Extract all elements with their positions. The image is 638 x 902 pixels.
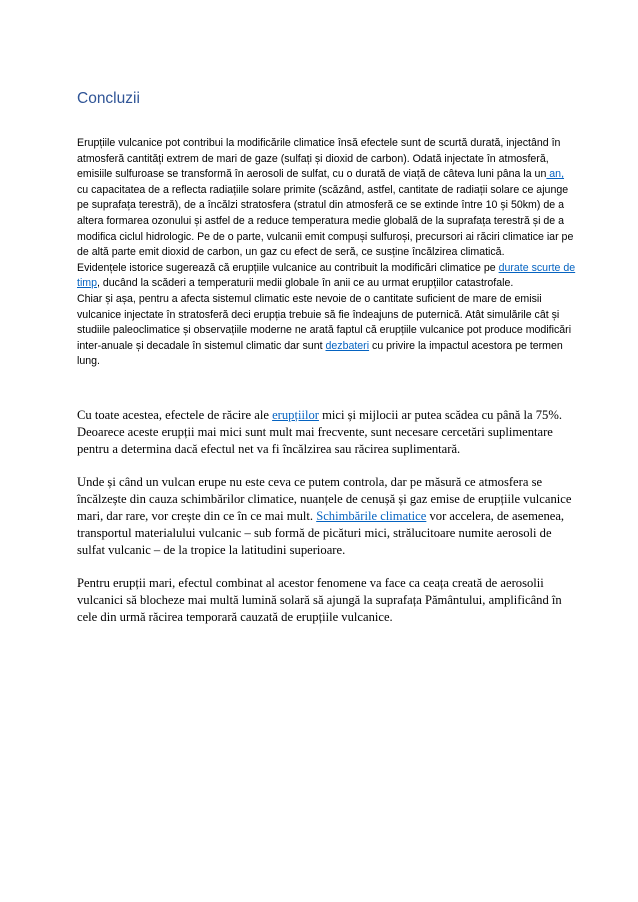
link-durate-scurte[interactable]: durate scurte de timp: [77, 261, 576, 290]
paragraph-text: vor accelera, de asemenea, transportul materialului vulcanic – sub formă de picături mici, strălucitoare numite aerosoli de sulfat vulcanic – de la tropice la latitudini superioare.: [77, 509, 565, 557]
paragraph-text: mici și mijlocii ar putea scădea cu până la 75%. Deoarece aceste erupții mai mici sunt mult mai frecvente, sunt necesare cercetări suplimentare pentru a determina dacă efectul net va fi încălzirea sau răcirea suplimentară.: [77, 408, 562, 456]
paragraph-cooling-effects: [77, 407, 577, 458]
paragraph-text: Evidențele istorice sugerează că erupțiile vulcanice au contribuit la modificări climatice pe: [77, 261, 499, 274]
link-eruptiilor[interactable]: erupțiilor: [272, 408, 319, 422]
paragraph-text: Unde și când un vulcan erupe nu este ceva ce putem controla, dar pe măsură ce atmosfera se încălzește din cauza schimbărilor climatice, nuanțele de cenușă și gaz emise de erupțiile vulcanice mari, dar rare, vor crește din ce în ce mai mult.: [77, 475, 572, 523]
link-schimbarile-climatice[interactable]: Schimbările climatice: [316, 509, 427, 523]
section-heading: Concluzii: [77, 90, 140, 107]
paragraph-eruptions-effects: [77, 136, 577, 261]
paragraph-text: cu privire la impactul acestora pe termen lung.: [77, 339, 563, 368]
paragraph-text: Erupțiile vulcanice pot contribui la modificările climatice însă efectele sunt de scurtă durată, injectând în atmosferă cantități extrem de mari de gaze (sulfați și dioxid de carbon). Odată injectate în atmosferă, emisiile sulfuroase se transformă în aerosoli de sulfat, cu o durată de viață de câteva luni pâna la un: [77, 137, 561, 181]
paragraph-text: Cu toate acestea, efectele de răcire ale: [77, 408, 273, 422]
link-an[interactable]: an,: [546, 168, 565, 181]
paragraph-climate-system: [77, 292, 577, 370]
paragraph-text: Chiar și așa, pentru a afecta sistemul climatic este nevoie de o cantitate suficient de mare de emisii vulcanice injectate în stratosferă deci erupția trebuie să fie îndeajuns de puternică. Atât simulările cât și studiile paleoclimatice și observațiile moderne ne arată faptul că erupțiile vulcanice pot produce modificări inter-anuale și decadale în sistemul climatic dar sunt: [77, 292, 572, 352]
paragraph-text: , ducând la scăderi a temperaturii medii globale în anii ce au urmat erupțiilor catastrofale.: [97, 277, 514, 290]
conclusions-body: [77, 136, 577, 370]
paragraph-volcano-timing: [77, 474, 577, 559]
additional-body: [77, 407, 577, 642]
paragraph-large-eruptions: Pentru erupții mari, efectul combinat al acestor fenomene va face ca ceața creată de aerosolii vulcanici să blocheze mai multă lumină solară să ajungă la suprafața Pământului, amplificând în cele din urmă răcirea temporară cauzată de erupțiile vulcanice.: [77, 576, 562, 624]
link-dezbateri[interactable]: dezbateri: [325, 339, 370, 352]
paragraph-historical-evidence: [77, 261, 577, 292]
paragraph-text: cu capacitatea de a reflecta radiațiile solare primite (scăzând, astfel, cantitate de radiații solare ce ajunge pe suprafața terestră), de a încălzi stratosfera (stratul din atmosferă ce se extinde între 10 și 50km) de a altera formarea ozonului și astfel de a reduce temperatura medie globală de la suprafața terestră și de a modifica ciclul hidrologic. Pe de o parte, vulcanii emit compuși sulfuroși, precursori ai răciri climatice iar pe de altă parte emit dioxid de carbon, un gaz cu efect de seră, ce susține încălzirea climatică.: [77, 183, 574, 259]
